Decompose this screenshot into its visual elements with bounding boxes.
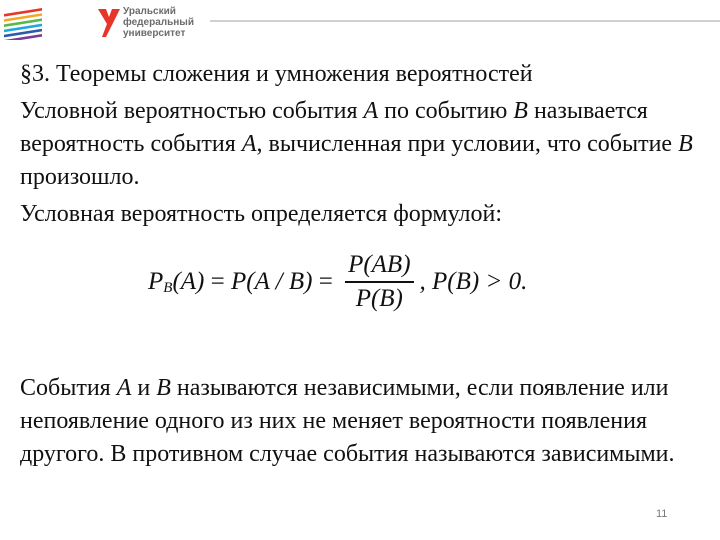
university-stripes-logo-icon [4, 6, 42, 40]
section-heading: §3. Теоремы сложения и умножения вероятностей [20, 61, 533, 87]
event-b: B [678, 131, 693, 157]
formula-fraction [345, 251, 413, 313]
university-name-line-3: университет [123, 28, 186, 39]
event-b: B [513, 98, 528, 124]
university-name-line-1: Уральский [123, 6, 176, 17]
formula-lhs-p: P [148, 268, 164, 295]
page-number: 11 [656, 508, 668, 520]
formula-condition: , P(B) > 0. [419, 268, 528, 295]
event-a: A [241, 131, 257, 157]
conditional-probability-formula [148, 250, 588, 314]
header-band [0, 0, 720, 46]
formula-equals: = [204, 268, 231, 295]
formula-numerator: P(AB) [348, 251, 411, 279]
event-a: A [363, 98, 379, 124]
header-divider [210, 20, 720, 22]
formula-intro: Условная вероятность определяется формулой: [20, 201, 503, 227]
definition-paragraph: Условной вероятностью события A по событию B называется вероятность события A, вычисленная при условии, что событие B произошло. [20, 98, 693, 190]
university-name [123, 6, 194, 39]
university-y-mark-icon [96, 7, 122, 39]
event-a: A [116, 375, 132, 401]
event-b: B [156, 375, 171, 401]
formula-lhs-arg: (A) [172, 268, 205, 295]
independence-paragraph: События A и B называются независимыми, если появление или непоявление одного из них не меняет вероятности появления другого. В противном случае события называются зависимыми. [20, 375, 675, 467]
formula-equals: = [312, 268, 340, 295]
formula-denominator: P(B) [355, 284, 403, 312]
university-name-line-2: федеральный [123, 17, 194, 28]
formula-middle: P(A / B) [230, 268, 313, 295]
formula-lhs-subscript: B [163, 279, 173, 296]
slide-content [20, 58, 700, 231]
